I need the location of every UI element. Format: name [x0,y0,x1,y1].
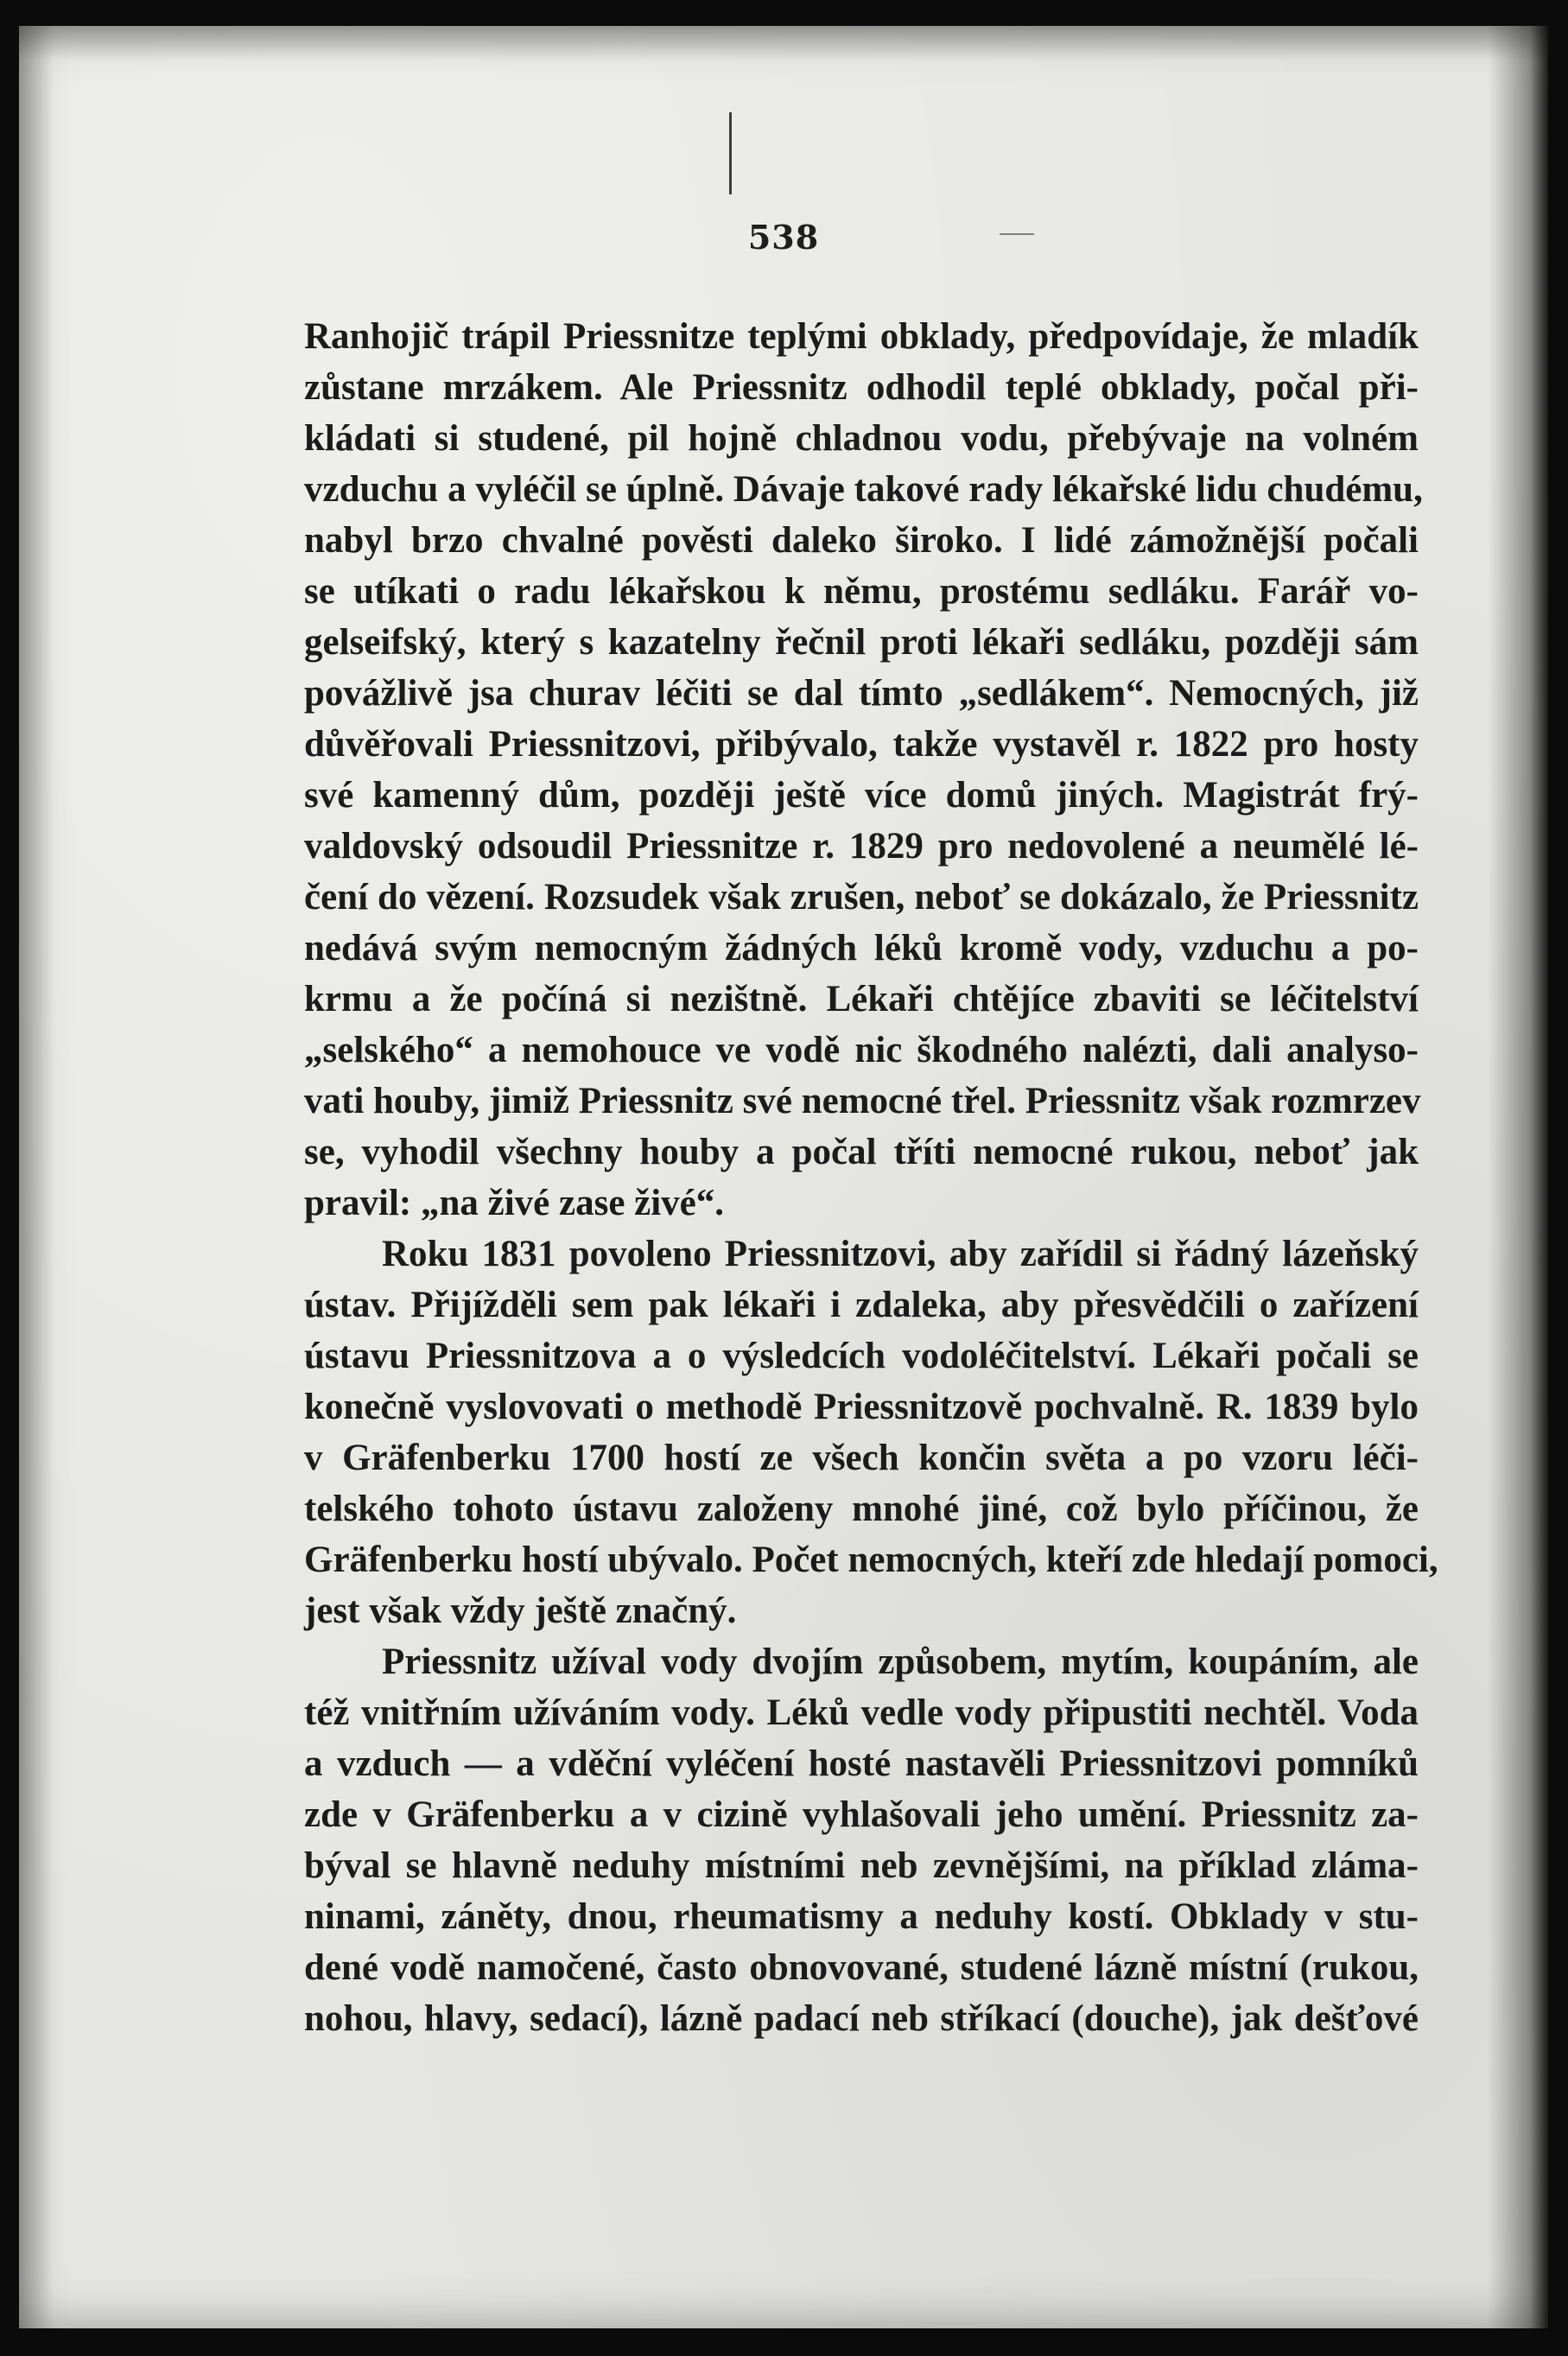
text-line: ninami, záněty, dnou, rheumatismy a neduhy kostí. Obklady v stu- [304,1896,1419,1937]
text-line: v Gräfenberku 1700 hostí ze všech končin světa a po vzoru léči- [304,1438,1419,1478]
text-line: též vnitřním užíváním vody. Léků vedle vody připustiti nechtěl. Voda [304,1692,1419,1733]
text-line: se, vyhodil všechny houby a počal tříti nemocné rukou, neboť jak [304,1132,1419,1172]
text-line: Priessnitz užíval vody dvojím způsobem, mytím, koupáním, ale [382,1642,1419,1682]
text-line: vzduchu a vyléčil se úplně. Dávaje takové rady lékařské lidu chudému, [304,469,1423,510]
text-line: důvěřovali Priessnitzovi, přibývalo, takže vystavěl r. 1822 pro hosty [304,724,1419,765]
text-line: své kamenný dům, později ještě více domů jiných. Magistrát frý- [304,775,1419,816]
text-line: býval se hlavně neduhy místními neb zevnějšími, na příklad zláma- [304,1845,1419,1886]
text-line: konečně vyslovovati o methodě Priessnitzově pochvalně. R. 1839 bylo [304,1387,1419,1427]
text-line: gelseifský, který s kazatelny řečnil proti lékaři sedláku, později sám [304,622,1419,663]
text-line: se utíkati o radu lékařskou k němu, prostému sedláku. Farář vo- [304,571,1419,612]
text-line: ústav. Přijížděli sem pak lékaři i zdaleka, aby přesvědčili o zařízení [304,1285,1419,1325]
scan-mark-vertical [729,112,732,194]
text-line: Ranhojič trápil Priessnitze teplými obklady, předpovídaje, že mladík [304,316,1419,357]
text-line: Roku 1831 povoleno Priessnitzovi, aby zařídil si řádný lázeňský [382,1234,1419,1274]
text-line: povážlivě jsa churav léčiti se dal tímto „sedlákem“. Nemocných, již [304,673,1419,714]
text-line: jest však vždy ještě značný. [304,1591,737,1631]
text-line: dené vodě namočené, často obnovované, studené lázně místní (rukou, [304,1947,1419,1988]
page-top-shadow [19,26,1548,60]
text-line: pravil: „na živé zase živé“. [304,1183,725,1223]
text-line: vati houby, jimiž Priessnitz své nemocné třel. Priessnitz však rozmrzev [304,1081,1421,1121]
page-number: 538 [747,218,820,257]
page-right-shadow [1488,26,1548,2328]
text-line: „selského“ a nemohouce ve vodě nic škodného nalézti, dali analyso- [304,1030,1419,1070]
text-line: valdovský odsoudil Priessnitze r. 1829 pro nedovolené a neumělé lé- [304,826,1419,867]
text-line: a vzduch — a vděční vyléčení hosté nastavěli Priessnitzovi pomníků [304,1743,1419,1784]
text-line: nedává svým nemocným žádných léků kromě vody, vzduchu a po- [304,928,1419,968]
text-line: kládati si studené, pil hojně chladnou vodu, přebývaje na volném [304,418,1419,459]
body-text [304,311,1438,2044]
text-line: čení do vězení. Rozsudek však zrušen, neboť se dokázalo, že Priessnitz [304,877,1419,918]
text-line: nabyl brzo chvalné pověsti daleko široko. I lidé zámožnější počali [304,520,1419,561]
text-line: ústavu Priessnitzova a o výsledcích vodoléčitelství. Lékaři počali se [304,1336,1419,1376]
book-page [19,26,1548,2328]
page-left-shadow [19,26,54,2328]
text-line: zde v Gräfenberku a v cizině vyhlašovali jeho umění. Priessnitz za- [304,1794,1419,1835]
text-line: telského tohoto ústavu založeny mnohé jiné, což bylo příčinou, že [304,1489,1419,1529]
text-line: Gräfenberku hostí ubývalo. Počet nemocných, kteří zde hledají pomoci, [304,1540,1438,1580]
text-line: krmu a že počíná si nezištně. Lékaři chtějíce zbaviti se léčitelství [304,979,1419,1019]
text-line: zůstane mrzákem. Ale Priessnitz odhodil teplé obklady, počal při- [304,367,1419,408]
text-line: nohou, hlavy, sedací), lázně padací neb stříkací (douche), jak dešťové [304,1998,1419,2039]
